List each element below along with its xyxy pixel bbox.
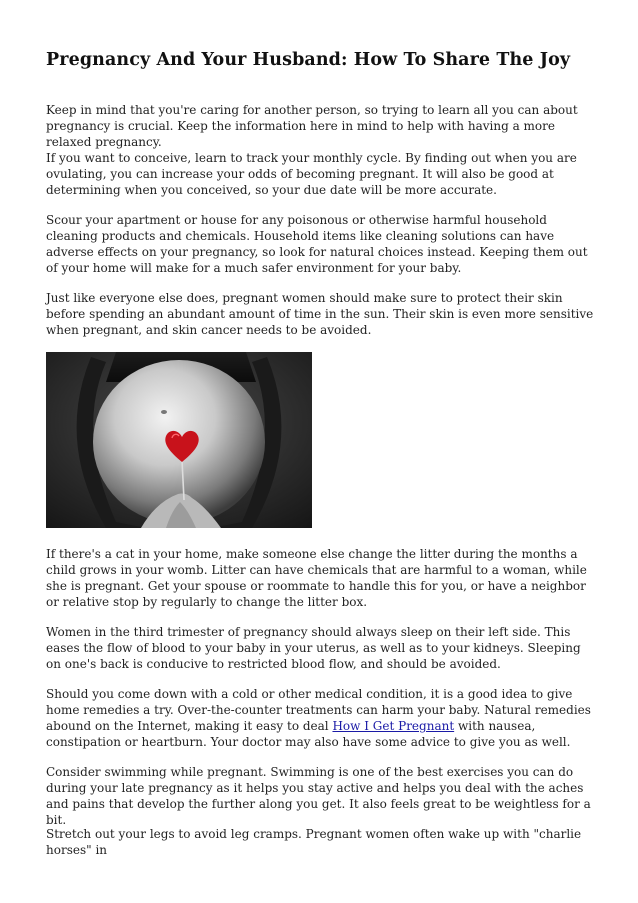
paragraph-left-side: Women in the third trimester of pregnancy should always sleep on their left side. This eases the flow of blood to your baby in your uterus, as well as to your kidneys. Sleeping on one's back is conducive to restricted blood flow, and should be avoided. — [46, 625, 581, 671]
how-i-get-pregnant-link[interactable]: How I Get Pregnant — [332, 719, 455, 733]
paragraph-cat-litter: If there's a cat in your home, make someone else change the litter during the months a child grows in your womb. Litter can have chemicals that are harmful to a woman, while she is pregnant. Get your spouse or roommate to handle this for you, or have a neighbor or relative stop by regularly to change the litter box. — [46, 547, 587, 609]
paragraph-cycle: If you want to conceive, learn to track your monthly cycle. By finding out when you are ovulating, you can increase your odds of becoming pregnant. It will also be good at determining when you conceived, so your due date will be more accurate. — [46, 151, 577, 197]
paragraph-remedies — [46, 686, 598, 750]
pregnant-belly-illustration — [46, 352, 312, 528]
pregnant-belly-heart-image — [46, 352, 312, 528]
paragraph-cleaning: Scour your apartment or house for any poisonous or otherwise harmful household cleaning products and chemicals. Household items like cleaning solutions can have adverse effects on your pregnancy, so look for natural choices instead. Keeping them out of your home will make for a much safer environment for your baby. — [46, 213, 588, 275]
paragraph-intro: Keep in mind that you're caring for another person, so trying to learn all you can about pregnancy is crucial. Keep the information here in mind to help with having a more relaxed pregnancy. — [46, 103, 578, 149]
paragraph-swimming: Consider swimming while pregnant. Swimming is one of the best exercises you can do during your late pregnancy as it helps you stay active and helps you deal with the aches and pains that develop the further along you get. It also feels great to be weightless for a bit. — [46, 765, 591, 827]
remedies-text-before-link: Should you come down with a cold or other medical condition, it is a good idea to give home remedies a try. Over-the-counter treatments can harm your baby. Natural remedies abound on the Internet, making it easy to deal — [46, 687, 591, 733]
paragraph-leg-cramps: Stretch out your legs to avoid leg cramps. Pregnant women often wake up with "charlie horses" in — [46, 827, 582, 857]
page-title: Pregnancy And Your Husband: How To Share The Joy — [46, 50, 571, 70]
paragraph-sun: Just like everyone else does, pregnant women should make sure to protect their skin before spending an abundant amount of time in the sun. Their skin is even more sensitive when pregnant, and skin cancer needs to be avoided. — [46, 291, 594, 337]
remedies-text-after-link: with nausea, constipation or heartburn. Your doctor may also have some advice to give you as well. — [46, 719, 571, 749]
